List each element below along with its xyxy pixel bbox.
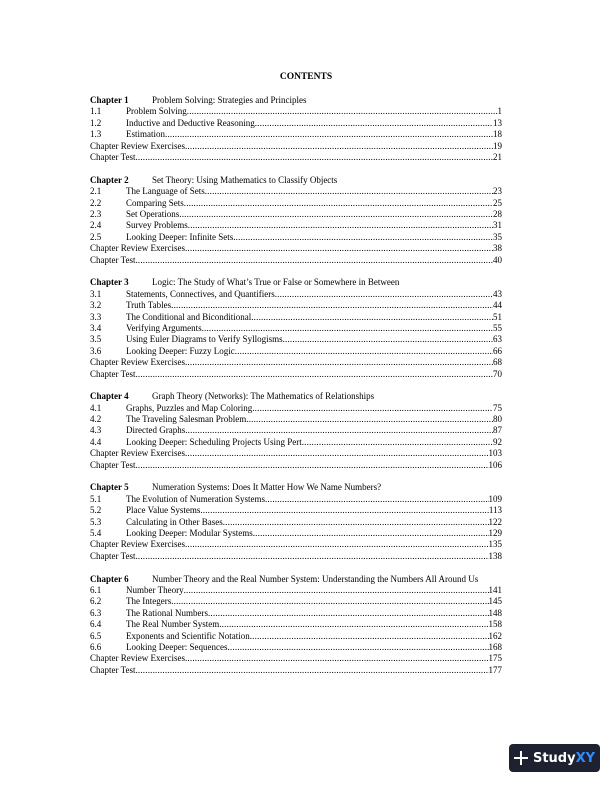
page-number: 18 xyxy=(493,129,502,140)
page-number: 92 xyxy=(493,436,502,447)
entry-title: Chapter Review Exercises xyxy=(90,653,185,664)
section-number: 4.2 xyxy=(90,414,102,425)
entry-title: The Real Number System xyxy=(126,619,220,630)
entry-title: The Integers xyxy=(126,596,172,607)
dot-leader xyxy=(185,539,489,550)
toc-entry[interactable] xyxy=(90,403,502,414)
entry-title: Verifying Arguments xyxy=(126,322,202,333)
page-number: 162 xyxy=(488,630,502,641)
page-number: 13 xyxy=(493,117,502,128)
dot-leader xyxy=(202,323,493,334)
page-number: 43 xyxy=(493,288,502,299)
entry-title: The Conditional and Biconditional xyxy=(126,311,252,322)
dot-leader xyxy=(135,152,493,163)
chapter-label: Chapter 1 xyxy=(90,95,129,105)
page-number: 148 xyxy=(488,607,502,618)
toc-entry[interactable] xyxy=(90,152,502,163)
chapter-label: Chapter 4 xyxy=(90,391,129,402)
dot-leader xyxy=(246,414,493,425)
dot-leader xyxy=(185,357,493,368)
section-number: 2.2 xyxy=(90,197,102,208)
dot-leader xyxy=(171,300,493,311)
entry-title: Using Euler Diagrams to Verify Syllogisms xyxy=(126,334,283,345)
toc-entry[interactable] xyxy=(90,369,502,380)
page-number: 103 xyxy=(488,448,502,459)
section-number: 3.1 xyxy=(90,288,102,299)
page-number: 122 xyxy=(488,516,502,527)
toc-entry[interactable] xyxy=(90,517,502,528)
brand-main: Study xyxy=(532,750,576,766)
entry-title: Graphs, Puzzles and Map Coloring xyxy=(126,402,253,413)
entry-title: Chapter Test xyxy=(90,254,136,265)
entry-title: Chapter Test xyxy=(90,550,136,561)
page-number: 1 xyxy=(497,106,502,117)
page-number: 175 xyxy=(488,653,502,664)
page-number: 63 xyxy=(493,334,502,345)
plus-icon xyxy=(514,751,528,765)
page-number: 66 xyxy=(493,345,502,356)
page-number: 109 xyxy=(488,493,502,504)
chapter-title: Problem Solving: Strategies and Principles xyxy=(152,95,307,105)
chapter-section xyxy=(90,95,502,163)
dot-leader xyxy=(233,232,493,243)
dot-leader xyxy=(283,334,493,345)
entry-title: Chapter Review Exercises xyxy=(90,140,185,151)
toc-entry[interactable] xyxy=(90,346,502,357)
toc-entry[interactable] xyxy=(90,665,502,676)
entry-title: Exponents and Scientific Notation xyxy=(126,630,250,641)
toc-entry[interactable] xyxy=(90,460,502,471)
entry-title: Set Operations xyxy=(126,208,180,219)
entry-title: Problem Solving xyxy=(126,106,187,117)
toc-entry[interactable] xyxy=(90,585,502,596)
entry-title: Looking Deeper: Modular Systems xyxy=(126,528,253,538)
dot-leader xyxy=(135,551,488,562)
page-number: 168 xyxy=(488,641,502,652)
section-number: 1.2 xyxy=(90,117,102,128)
entry-title: Number Theory xyxy=(126,584,184,595)
page-number: 40 xyxy=(493,254,502,265)
entry-title: Directed Graphs xyxy=(126,425,186,436)
dot-leader xyxy=(135,665,488,676)
toc-entry[interactable] xyxy=(90,255,502,266)
page-number: 80 xyxy=(493,414,502,425)
dot-leader xyxy=(188,220,493,231)
toc-entry[interactable] xyxy=(90,243,502,254)
section-number: 6.1 xyxy=(90,584,102,595)
toc-entry[interactable] xyxy=(90,334,502,345)
chapter-label: Chapter 2 xyxy=(90,174,129,185)
toc-entry[interactable] xyxy=(90,425,502,436)
page-number: 177 xyxy=(488,664,502,675)
entry-title: Chapter Review Exercises xyxy=(90,448,185,459)
toc-entry[interactable] xyxy=(90,505,502,516)
toc-entry[interactable] xyxy=(90,232,502,243)
section-number: 2.3 xyxy=(90,208,102,219)
dot-leader xyxy=(265,494,489,505)
toc-entry[interactable] xyxy=(90,653,502,664)
entry-title: Looking Deeper: Scheduling Projects Using Pert xyxy=(126,436,302,447)
dot-leader xyxy=(235,346,493,357)
page-number: 113 xyxy=(488,505,502,516)
toc-entry[interactable] xyxy=(90,551,502,562)
toc-entry[interactable] xyxy=(90,106,502,117)
dot-leader xyxy=(185,448,489,459)
entry-title: Inductive and Deductive Reasoning xyxy=(126,117,255,128)
toc-entry[interactable] xyxy=(90,312,502,323)
dot-leader xyxy=(205,186,493,197)
section-number: 2.4 xyxy=(90,220,102,231)
entry-title: Chapter Test xyxy=(90,368,136,379)
chapter-title: Number Theory and the Real Number System: Understanding the Numbers All Around Us xyxy=(152,573,479,584)
chapter-label: Chapter 3 xyxy=(90,277,129,288)
toc-entry[interactable] xyxy=(90,129,502,140)
toc-entry[interactable] xyxy=(90,494,502,505)
entry-title: Comparing Sets xyxy=(126,197,184,208)
page-number: 75 xyxy=(493,402,502,413)
entry-title: Truth Tables xyxy=(126,300,172,311)
chapter-heading xyxy=(90,277,502,288)
studyxy-badge[interactable] xyxy=(509,744,600,772)
chapter-title: Logic: The Study of What’s True or False or Somewhere in Between xyxy=(152,277,400,288)
toc-entry[interactable] xyxy=(90,596,502,607)
dot-leader xyxy=(179,209,493,220)
section-number: 1.1 xyxy=(90,106,102,117)
page-number: 87 xyxy=(493,425,502,436)
page-number: 35 xyxy=(493,231,502,242)
dot-leader xyxy=(184,198,493,209)
page-number: 55 xyxy=(493,322,502,333)
entry-title: Chapter Test xyxy=(90,664,136,675)
chapter-section xyxy=(90,175,502,266)
dot-leader xyxy=(165,129,493,140)
section-number: 5.1 xyxy=(90,493,102,504)
dot-leader xyxy=(135,369,493,380)
entry-title: Looking Deeper: Infinite Sets xyxy=(126,231,234,242)
toc-entry[interactable] xyxy=(90,300,502,311)
page-number: 31 xyxy=(493,220,502,231)
page-number: 135 xyxy=(488,539,502,550)
dot-leader xyxy=(252,403,493,414)
section-number: 4.3 xyxy=(90,425,102,436)
toc-entry[interactable] xyxy=(90,357,502,368)
entry-title: The Language of Sets xyxy=(126,186,205,197)
section-number: 4.4 xyxy=(90,436,102,447)
dot-leader xyxy=(275,289,493,300)
chapter-section xyxy=(90,391,502,471)
page-number: 25 xyxy=(493,197,502,208)
chapter-heading xyxy=(90,482,502,493)
section-number: 4.1 xyxy=(90,402,102,413)
section-number: 1.3 xyxy=(90,129,102,140)
page-number: 70 xyxy=(493,368,502,379)
entry-title: Calculating in Other Bases xyxy=(126,516,223,527)
toc-entry[interactable] xyxy=(90,448,502,459)
section-number: 6.6 xyxy=(90,641,102,652)
entry-title: The Rational Numbers xyxy=(126,607,208,618)
section-number: 3.2 xyxy=(90,300,102,311)
dot-leader xyxy=(135,460,488,471)
dot-leader xyxy=(185,653,489,664)
page-number: 129 xyxy=(488,528,502,538)
chapter-heading xyxy=(90,391,502,402)
dot-leader xyxy=(251,312,493,323)
entry-title: Chapter Test xyxy=(90,459,136,470)
entry-title: Chapter Review Exercises xyxy=(90,243,185,254)
chapter-section xyxy=(90,482,502,562)
page-number: 138 xyxy=(488,550,502,561)
dot-leader xyxy=(171,596,488,607)
section-number: 3.4 xyxy=(90,322,102,333)
entry-title: Survey Problems xyxy=(126,220,188,231)
entry-title: The Evolution of Numeration Systems xyxy=(126,493,265,504)
page-number: 106 xyxy=(488,459,502,470)
page-number: 145 xyxy=(488,596,502,607)
chapter-heading xyxy=(90,175,502,186)
chapter-label: Chapter 6 xyxy=(90,573,129,584)
page-number: 28 xyxy=(493,208,502,219)
section-number: 3.3 xyxy=(90,311,102,322)
toc-entry[interactable] xyxy=(90,220,502,231)
chapter-title: Set Theory: Using Mathematics to Classify Objects xyxy=(152,174,338,185)
toc-entry[interactable] xyxy=(90,141,502,152)
dot-leader xyxy=(185,243,493,254)
entry-title: Place Value Systems xyxy=(126,505,201,516)
section-number: 6.5 xyxy=(90,630,102,641)
chapter-label: Chapter 5 xyxy=(90,482,129,493)
section-number: 6.3 xyxy=(90,607,102,618)
chapter-section xyxy=(90,277,502,380)
chapter-title: Graph Theory (Networks): The Mathematics of Relationships xyxy=(152,391,375,402)
section-number: 5.3 xyxy=(90,516,102,527)
entry-title: Chapter Review Exercises xyxy=(90,357,185,368)
dot-leader xyxy=(187,106,498,117)
page-number: 68 xyxy=(493,357,502,368)
section-number: 3.5 xyxy=(90,334,102,345)
page-number: 23 xyxy=(493,186,502,197)
section-number: 6.2 xyxy=(90,596,102,607)
dot-leader xyxy=(255,118,493,129)
dot-leader xyxy=(185,425,493,436)
toc-entry[interactable] xyxy=(90,198,502,209)
toc-entry[interactable] xyxy=(90,642,502,653)
toc-entry[interactable] xyxy=(90,619,502,630)
dot-leader xyxy=(200,505,489,516)
toc-entry[interactable] xyxy=(90,209,502,220)
toc-entry[interactable] xyxy=(90,414,502,425)
dot-leader xyxy=(208,608,489,619)
entry-title: Looking Deeper: Fuzzy Logic xyxy=(126,345,235,356)
dot-leader xyxy=(302,437,493,448)
dot-leader xyxy=(185,141,493,152)
brand-accent: XY xyxy=(575,750,596,766)
section-number: 5.2 xyxy=(90,505,102,516)
dot-leader xyxy=(184,585,489,596)
section-number: 2.1 xyxy=(90,186,102,197)
toc-entry[interactable] xyxy=(90,528,502,539)
section-number: 3.6 xyxy=(90,345,102,356)
page-number: 141 xyxy=(488,584,502,595)
page-number: 21 xyxy=(493,152,502,163)
toc-entry[interactable] xyxy=(90,118,502,129)
toc-entry[interactable] xyxy=(90,437,502,448)
chapter-section xyxy=(90,574,502,677)
chapter-title: Numeration Systems: Does It Matter How We Name Numbers? xyxy=(152,482,382,493)
page-number: 44 xyxy=(493,300,502,311)
toc-entry[interactable] xyxy=(90,289,502,300)
section-number: 6.4 xyxy=(90,619,102,630)
toc-entry[interactable] xyxy=(90,323,502,334)
page-number: 51 xyxy=(493,311,502,322)
entry-title: Chapter Review Exercises xyxy=(90,539,185,550)
chapter-heading xyxy=(90,95,502,106)
toc-entry[interactable] xyxy=(90,539,502,550)
toc-entry[interactable] xyxy=(90,186,502,197)
chapter-heading xyxy=(90,574,502,585)
dot-leader xyxy=(135,255,493,266)
page-number: 158 xyxy=(488,619,502,630)
dot-leader xyxy=(227,642,488,653)
brand-wordmark xyxy=(533,751,595,766)
section-number: 5.4 xyxy=(90,528,102,538)
page-title: CONTENTS xyxy=(279,72,333,82)
dot-leader xyxy=(250,631,489,642)
entry-title: Chapter Test xyxy=(90,152,136,163)
page-number: 38 xyxy=(493,243,502,254)
page-number: 19 xyxy=(493,140,502,151)
table-of-contents xyxy=(90,95,502,687)
toc-entry[interactable] xyxy=(90,631,502,642)
dot-leader xyxy=(223,517,489,528)
entry-title: The Traveling Salesman Problem xyxy=(126,414,247,425)
dot-leader xyxy=(219,619,488,630)
toc-entry[interactable] xyxy=(90,608,502,619)
entry-title: Looking Deeper: Sequences xyxy=(126,641,228,652)
entry-title: Estimation xyxy=(126,129,165,140)
section-number: 2.5 xyxy=(90,231,102,242)
dot-leader xyxy=(253,528,489,539)
entry-title: Statements, Connectives, and Quantifiers xyxy=(126,288,275,299)
